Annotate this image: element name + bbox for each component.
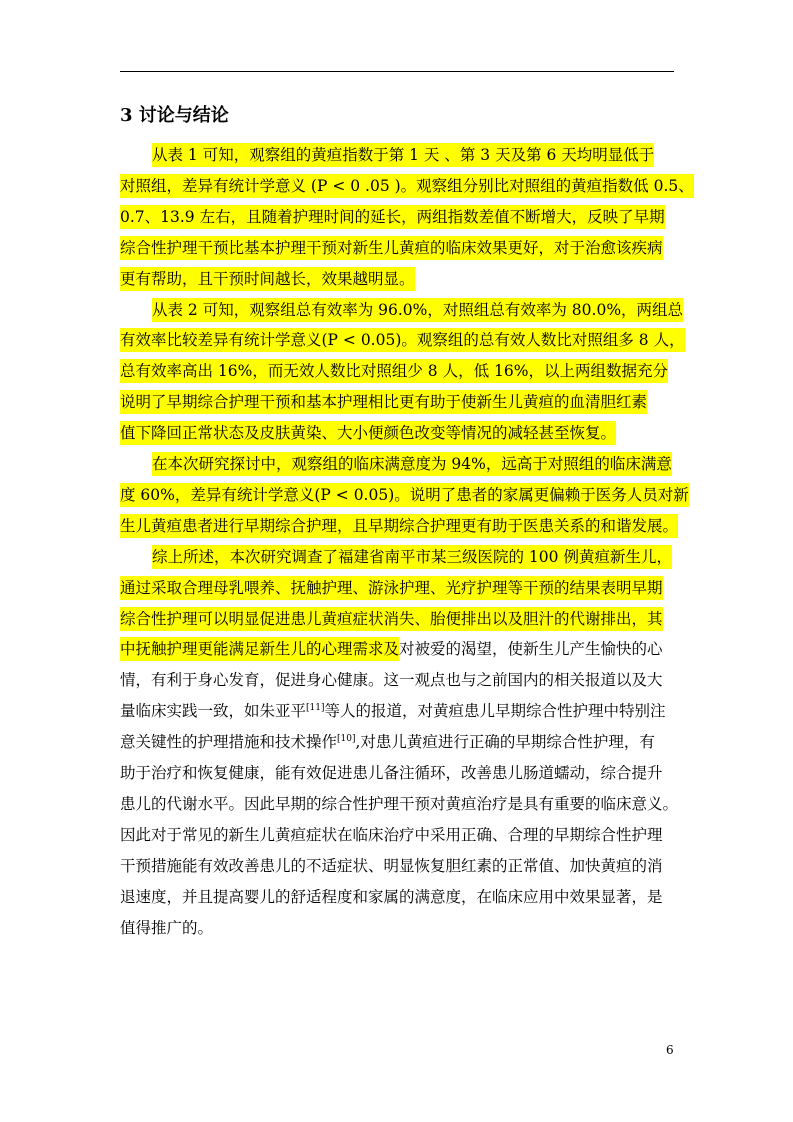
highlighted-text: 总有效率高出 16%，而无效人数比对照组少 8 人，低 16%，以上两组数据充分 xyxy=(120,359,668,383)
paragraph-line xyxy=(120,604,663,634)
text-segment: 量临床实践一致，如朱亚平 xyxy=(120,702,307,721)
highlighted-text: 生儿黄疸患者进行早期综合护理，且早期综合护理更有助于医患关系的和谐发展。 xyxy=(120,514,678,538)
text-segment: 等人的报道，对黄疸患儿早期综合性护理中特别注 xyxy=(324,702,666,721)
text-segment: 意关键性的护理措施和技术操作 xyxy=(120,733,338,752)
paragraph-first-line xyxy=(152,140,654,170)
paragraph-line xyxy=(120,202,665,232)
highlighted-text: 对照组，差异有统计学意义 (P < 0 .05 )。观察组分别比对照组的黄疸指数低 0.5、 xyxy=(120,174,694,198)
highlighted-text: 说明了早期综合护理干预和基本护理相比更有助于使新生儿黄疸的血清胆红素 xyxy=(120,390,647,414)
paragraph-line xyxy=(120,665,663,695)
highlighted-text: 更有帮助，且干预时间越长，效果越明显。 xyxy=(120,267,415,291)
text-segment: ,对患儿黄疸进行正确的早期综合性护理，有 xyxy=(355,733,655,752)
highlighted-text: 度 60%，差异有统计学意义(P < 0.05)。说明了患者的家属更偏赖于医务人员对新 xyxy=(120,483,689,507)
highlighted-text: 综合性护理干预比基本护理干预对新生儿黄疸的临床效果更好，对于治愈该疾病 xyxy=(120,236,663,260)
paragraph-line xyxy=(120,511,678,541)
citation-reference: [11] xyxy=(306,703,325,714)
paragraph-first-line xyxy=(152,542,672,572)
paragraph-line xyxy=(120,789,678,819)
paragraph-line xyxy=(120,913,213,943)
highlighted-text: 在本次研究探讨中，观察组的临床满意度为 94%，远高于对照组的临床满意 xyxy=(152,452,672,476)
highlighted-text: 从表 2 可知，观察组总有效率为 96.0%，对照组总有效率为 80.0%，两组总 xyxy=(152,298,683,322)
paragraph-line xyxy=(120,418,616,448)
page-number: 6 xyxy=(666,1043,674,1057)
paragraph-line xyxy=(120,696,666,726)
citation-reference: [10] xyxy=(337,734,356,745)
paragraph-line xyxy=(120,573,663,603)
paragraph-line xyxy=(120,820,663,850)
paragraph-line xyxy=(120,171,694,201)
paragraph-line xyxy=(120,356,668,386)
highlighted-text: 从表 1 可知，观察组的黄疸指数于第 1 天 、第 3 天及第 6 天均明显低于 xyxy=(152,143,654,167)
paragraph-line xyxy=(120,325,685,355)
highlighted-text: 值下降回正常状态及皮肤黄染、大小便颜色改变等情况的减轻甚至恢复。 xyxy=(120,421,616,445)
paragraph-line xyxy=(120,634,663,664)
text-segment: 退速度，并且提高婴儿的舒适程度和家属的满意度，在临床应用中效果显著，是 xyxy=(120,887,663,906)
paragraph-first-line xyxy=(152,449,672,479)
paragraph-line xyxy=(120,851,663,881)
text-segment: 值得推广的。 xyxy=(120,918,214,937)
text-segment: 干预措施能有效改善患儿的不适症状、明显恢复胆红素的正常值、加快黄疸的消 xyxy=(120,856,663,875)
highlighted-text: 综合性护理可以明显促进患儿黄疸症状消失、胎便排出以及胆汁的代谢排出，其 xyxy=(120,607,663,631)
text-segment: 助于治疗和恢复健康，能有效促进患儿备注循环，改善患儿肠道蠕动，综合提升 xyxy=(120,764,663,782)
paragraph-line xyxy=(120,387,647,417)
highlighted-text: 有效率比较差异有统计学意义(P < 0.05)。观察组的总有效人数比对照组多 8 人， xyxy=(120,328,685,352)
paragraph-line xyxy=(120,758,663,788)
paragraph-line xyxy=(120,882,663,912)
paragraph-line xyxy=(120,480,689,510)
paragraph-line xyxy=(120,233,663,263)
text-segment: 因此对于常见的新生儿黄疸症状在临床治疗中采用正确、合理的早期综合性护理 xyxy=(120,825,663,844)
highlighted-text: 中抚触护理更能满足新生儿的心理需求及 xyxy=(120,637,399,661)
highlighted-text: 0.7、13.9 左右，且随着护理时间的延长，两组指数差值不断增大，反映了早期 xyxy=(120,205,665,229)
paragraph-line xyxy=(120,727,655,757)
header-rule xyxy=(120,71,674,72)
highlighted-text: 综上所述，本次研究调查了福建省南平市某三级医院的 100 例黄疸新生儿， xyxy=(152,545,672,569)
paragraph-first-line xyxy=(152,295,683,325)
text-segment: 患儿的代谢水平。因此早期的综合性护理干预对黄疸治疗是具有重要的临床意义。 xyxy=(120,794,679,813)
paragraph-line xyxy=(120,264,415,294)
text-segment: 情，有利于身心发育，促进身心健康。这一观点也与之前国内的相关报道以及大 xyxy=(120,671,663,690)
section-heading: 3 讨论与结论 xyxy=(120,105,229,126)
text-segment: 对被爱的渴望，使新生儿产生愉快的心 xyxy=(399,640,663,659)
highlighted-text: 通过采取合理母乳喂养、抚触护理、游泳护理、光疗护理等干预的结果表明早期 xyxy=(120,576,663,600)
